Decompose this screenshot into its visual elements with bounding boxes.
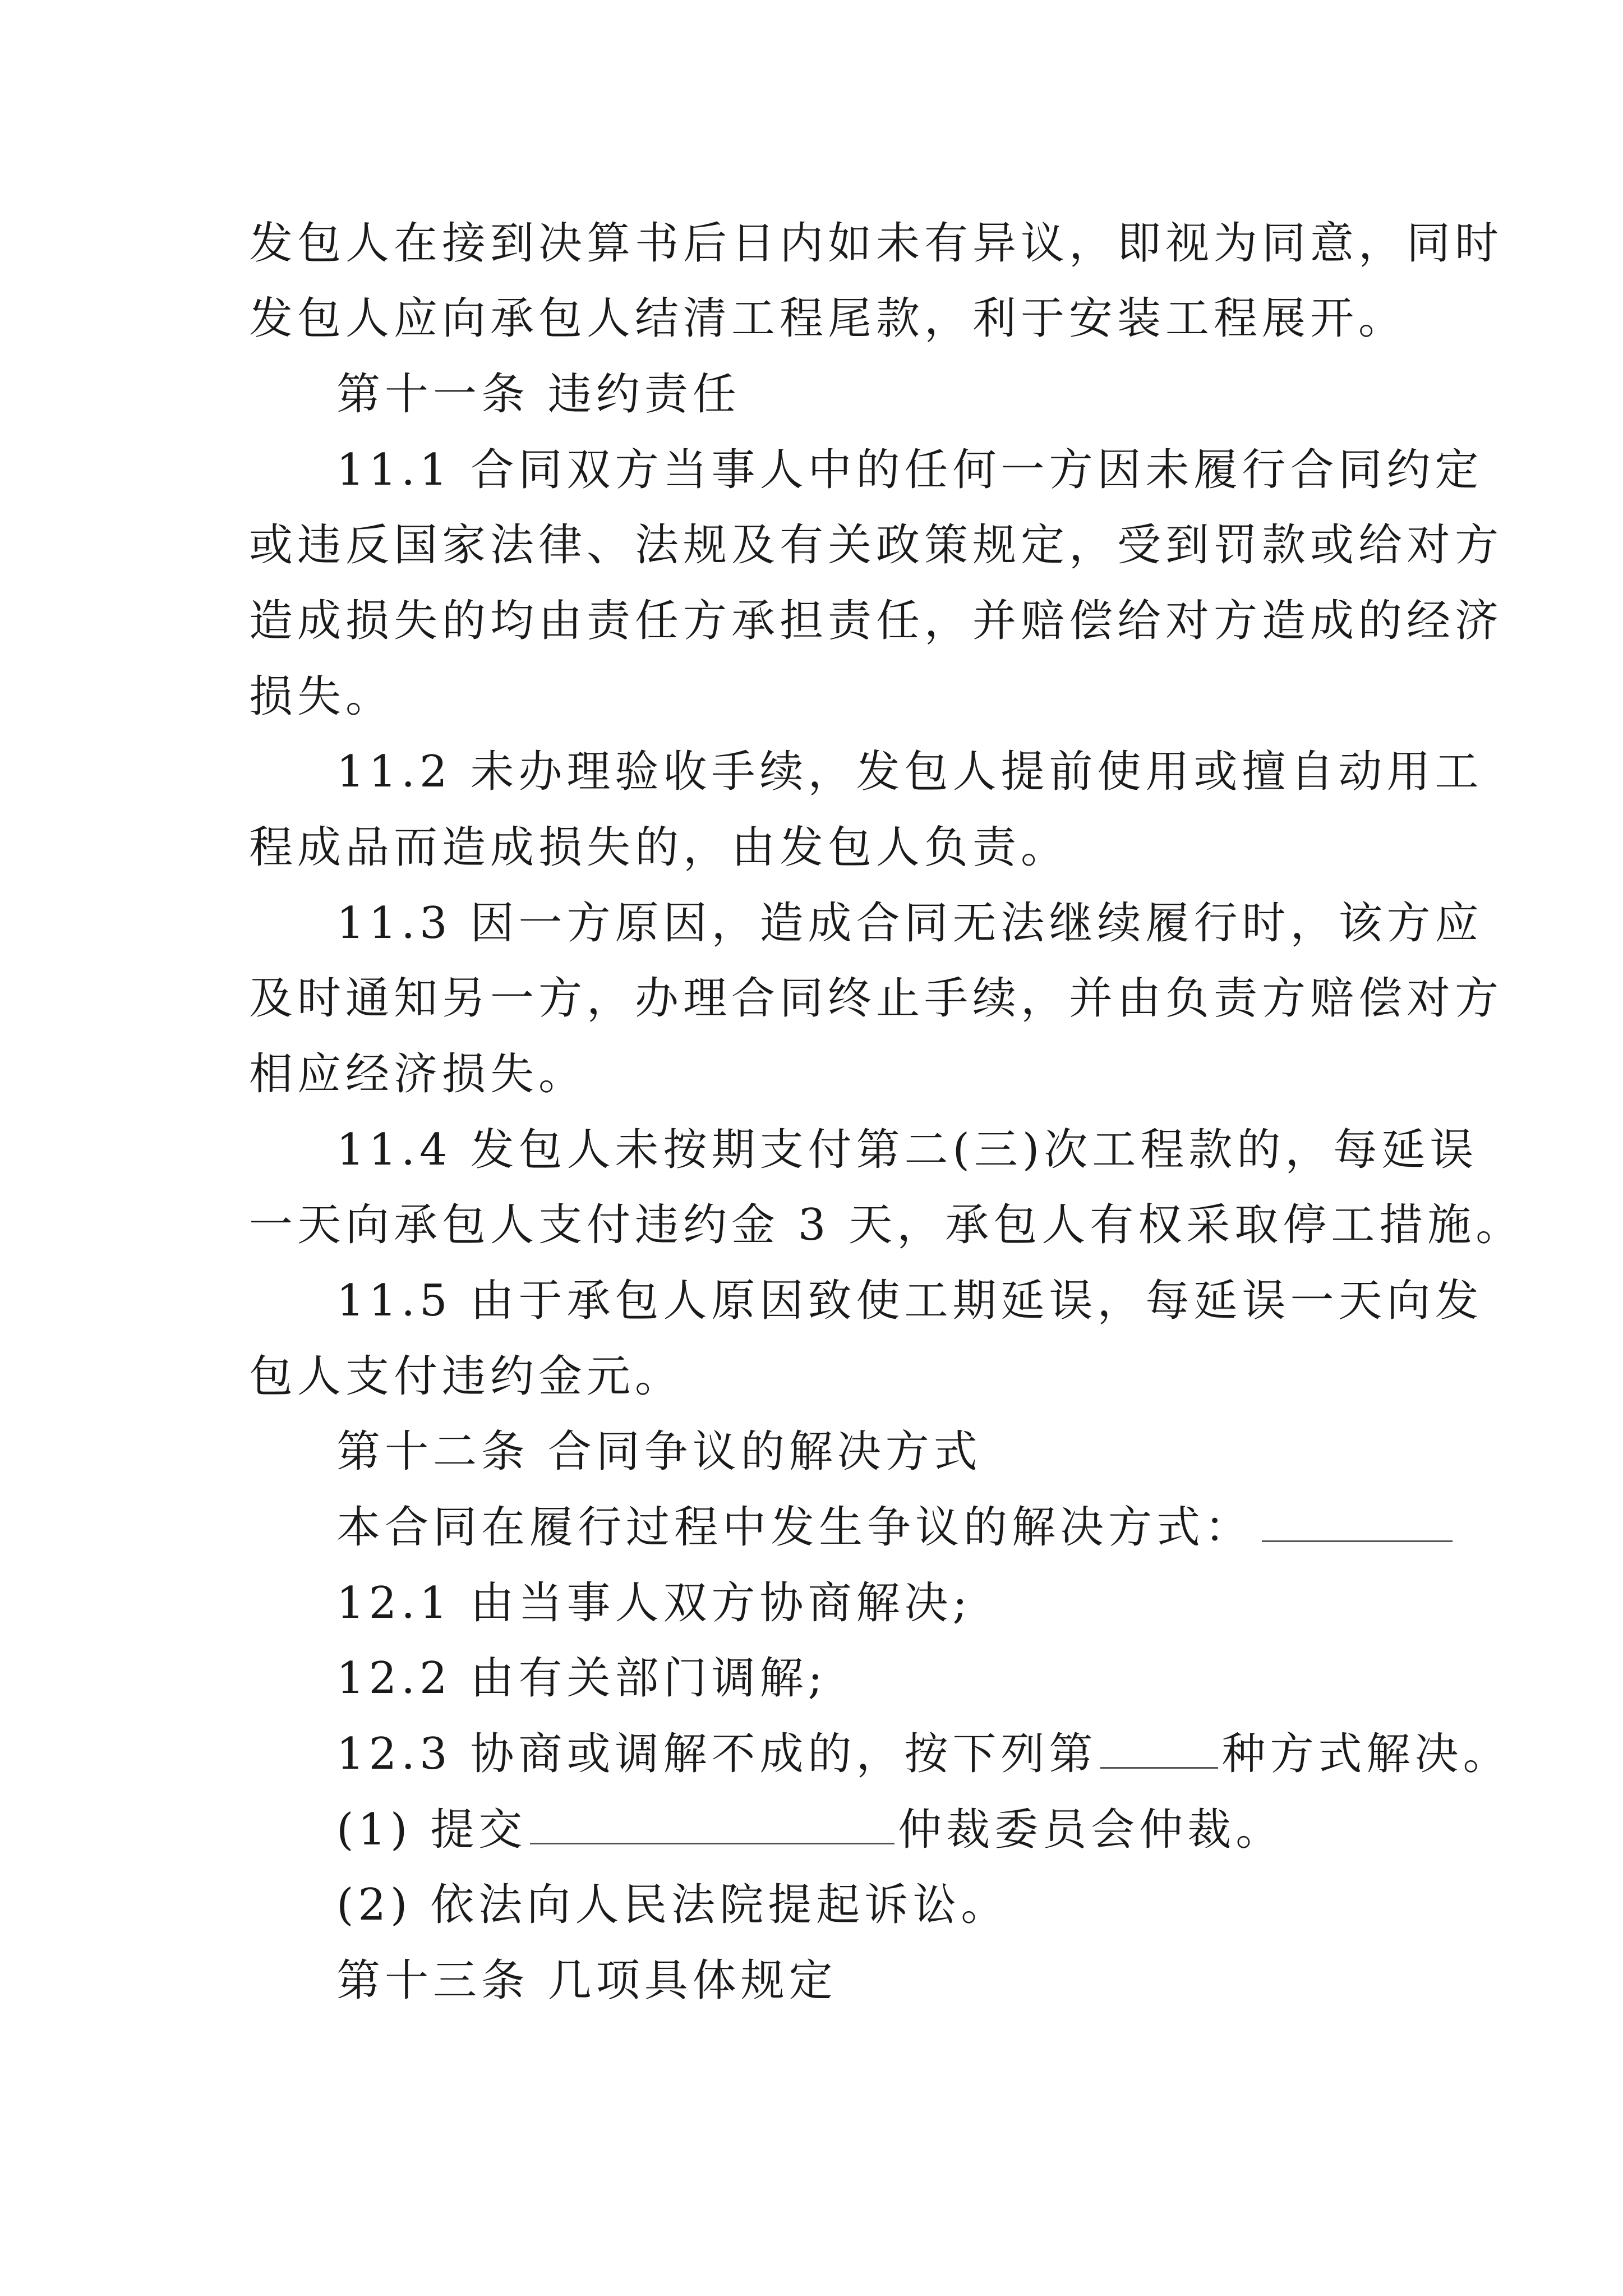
fill-in-blank [1100,1728,1218,1769]
clause-text: 仲裁委员会仲裁。 [898,1805,1284,1855]
clause-line: (2) 依法向人民法院提起诉讼。 [336,1880,1009,1930]
clause-text: 种方式解决。 [1221,1729,1511,1779]
fill-in-blank [530,1803,895,1844]
paragraph-line: 发包人应向承包人结清工程尾款，利于安装工程展开。 [249,293,1407,344]
clause-line [336,1802,1284,1858]
paragraph-line: 相应经济损失。 [249,1049,587,1099]
clause-line: 11.3 因一方原因，造成合同无法继续履行时，该方应 [336,898,1483,949]
clause-text: 12.3 协商或调解不成的，按下列第 [336,1729,1098,1779]
clause-text: (1) 提交 [336,1805,527,1855]
paragraph-line: 损失。 [249,671,394,722]
paragraph-line: 发包人在接到决算书后日内如未有异议，即视为同意，同时 [249,218,1504,269]
clause-line: 11.2 未办理验收手续，发包人提前使用或擅自动用工 [336,747,1483,797]
article-heading: 第十二条 合同争议的解决方式 [336,1427,982,1477]
article-heading: 第十一条 违约责任 [336,369,741,420]
article-heading: 第十三条 几项具体规定 [336,1955,837,2006]
clause-text: 本合同在履行过程中发生争议的解决方式： [336,1502,1253,1553]
clause-line: 11.5 由于承包人原因致使工期延误，每延误一天向发 [336,1276,1483,1326]
clause-line: 11.4 发包人未按期支付第二(三)次工程款的，每延误 [336,1125,1478,1175]
clause-line [336,1726,1511,1782]
clause-line: 12.1 由当事人双方协商解决; [336,1578,972,1628]
clause-line [336,1499,1453,1556]
paragraph-line: 及时通知另一方，办理合同终止手续，并由负责方赔偿对方 [249,973,1504,1024]
fill-in-blank [1262,1501,1453,1542]
clause-line: 12.2 由有关部门调解; [336,1653,827,1704]
clause-line: 11.1 合同双方当事人中的任何一方因未履行合同约定 [336,445,1483,495]
paragraph-line: 一天向承包人支付违约金 3 天，承包人有权采取停工措施。 [249,1200,1524,1250]
paragraph-line: 造成损失的均由责任方承担责任，并赔偿给对方造成的经济 [249,596,1504,646]
paragraph-line: 包人支付违约金元。 [249,1351,684,1402]
paragraph-line: 或违反国家法律、法规及有关政策规定，受到罚款或给对方 [249,520,1504,570]
paragraph-line: 程成品而造成损失的，由发包人负责。 [249,822,1069,873]
